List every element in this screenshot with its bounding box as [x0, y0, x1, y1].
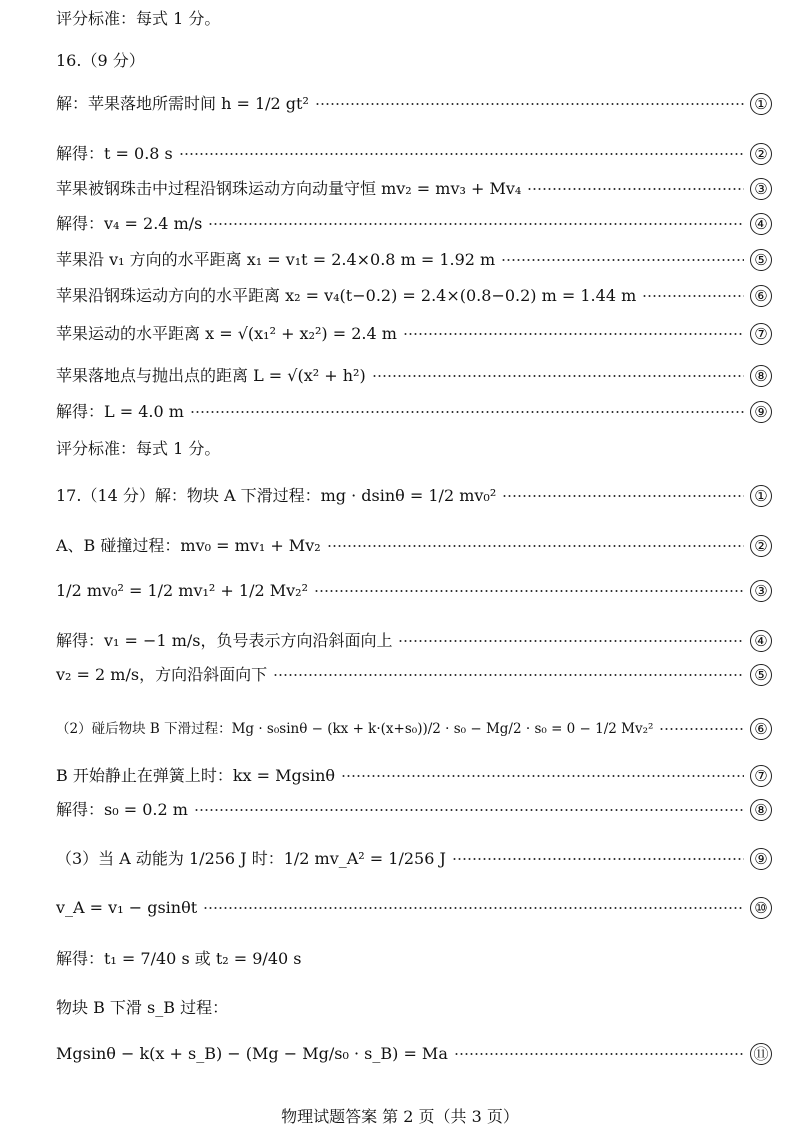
- equation-line: 解得：v₄ = 2.4 m/s ④: [56, 213, 772, 235]
- equation-line: v_A = v₁ − gsinθt ⑩: [56, 897, 772, 919]
- equation-line: 解得：t = 0.8 s ②: [56, 143, 772, 165]
- equation-line: 苹果运动的水平距离 x = √(x₁² + x₂²) = 2.4 m ⑦: [56, 323, 772, 345]
- equation-line: Mgsinθ − k(x + s_B) − (Mg − Mg/s₀ · s_B) = Ma ⑪: [56, 1043, 772, 1065]
- equation-line: （3）当 A 动能为 1/256 J 时：1/2 mv_A² = 1/256 J ⑨: [56, 848, 772, 870]
- equation-line: B 开始静止在弹簧上时：kx = Mgsinθ ⑦: [56, 765, 772, 787]
- page-footer: 物理试题答案 第 2 页（共 3 页）: [281, 1107, 519, 1126]
- equation-line: 苹果沿钢珠运动方向的水平距离 x₂ = v₄(t−0.2) = 2.4×(0.8−0.2) m = 1.44 m ⑥: [56, 285, 772, 307]
- problem-16-heading: 16.（9 分）: [56, 51, 145, 70]
- equation-line: 苹果沿 v₁ 方向的水平距离 x₁ = v₁t = 2.4×0.8 m = 1.92 m ⑤: [56, 249, 772, 271]
- equation-line: 17.（14 分）解：物块 A 下滑过程：mg · dsinθ = 1/2 mv₀² ①: [56, 485, 772, 507]
- grading-note-16: 评分标准：每式 1 分。: [56, 439, 221, 458]
- equation-line: 解：苹果落地所需时间 h = 1/2 gt² ①: [56, 93, 772, 115]
- grading-note-15: 评分标准：每式 1 分。: [56, 9, 221, 28]
- equation-line: 解得：s₀ = 0.2 m ⑧: [56, 799, 772, 821]
- equation-line: 苹果落地点与抛出点的距离 L = √(x² + h²) ⑧: [56, 365, 772, 387]
- equation-line: （2）碰后物块 B 下滑过程：Mg · s₀sinθ − (kx + k·(x+s₀))/2 · s₀ − Mg/2 · s₀ = 0 − 1/2 Mv₂² ⑥: [56, 718, 772, 740]
- equation-line: v₂ = 2 m/s，方向沿斜面向下 ⑤: [56, 664, 772, 686]
- equation-line: 解得：L = 4.0 m ⑨: [56, 401, 772, 423]
- solution-line-t: 解得：t₁ = 7/40 s 或 t₂ = 9/40 s: [56, 949, 302, 968]
- equation-line: 解得：v₁ = −1 m/s，负号表示方向沿斜面向上 ④: [56, 630, 772, 652]
- equation-line: 苹果被钢珠击中过程沿钢珠运动方向动量守恒 mv₂ = mv₃ + Mv₄ ③: [56, 178, 772, 200]
- equation-line: A、B 碰撞过程：mv₀ = mv₁ + Mv₂ ②: [56, 535, 772, 557]
- equation-line: 1/2 mv₀² = 1/2 mv₁² + 1/2 Mv₂² ③: [56, 580, 772, 602]
- block-b-heading: 物块 B 下滑 s_B 过程：: [56, 998, 229, 1017]
